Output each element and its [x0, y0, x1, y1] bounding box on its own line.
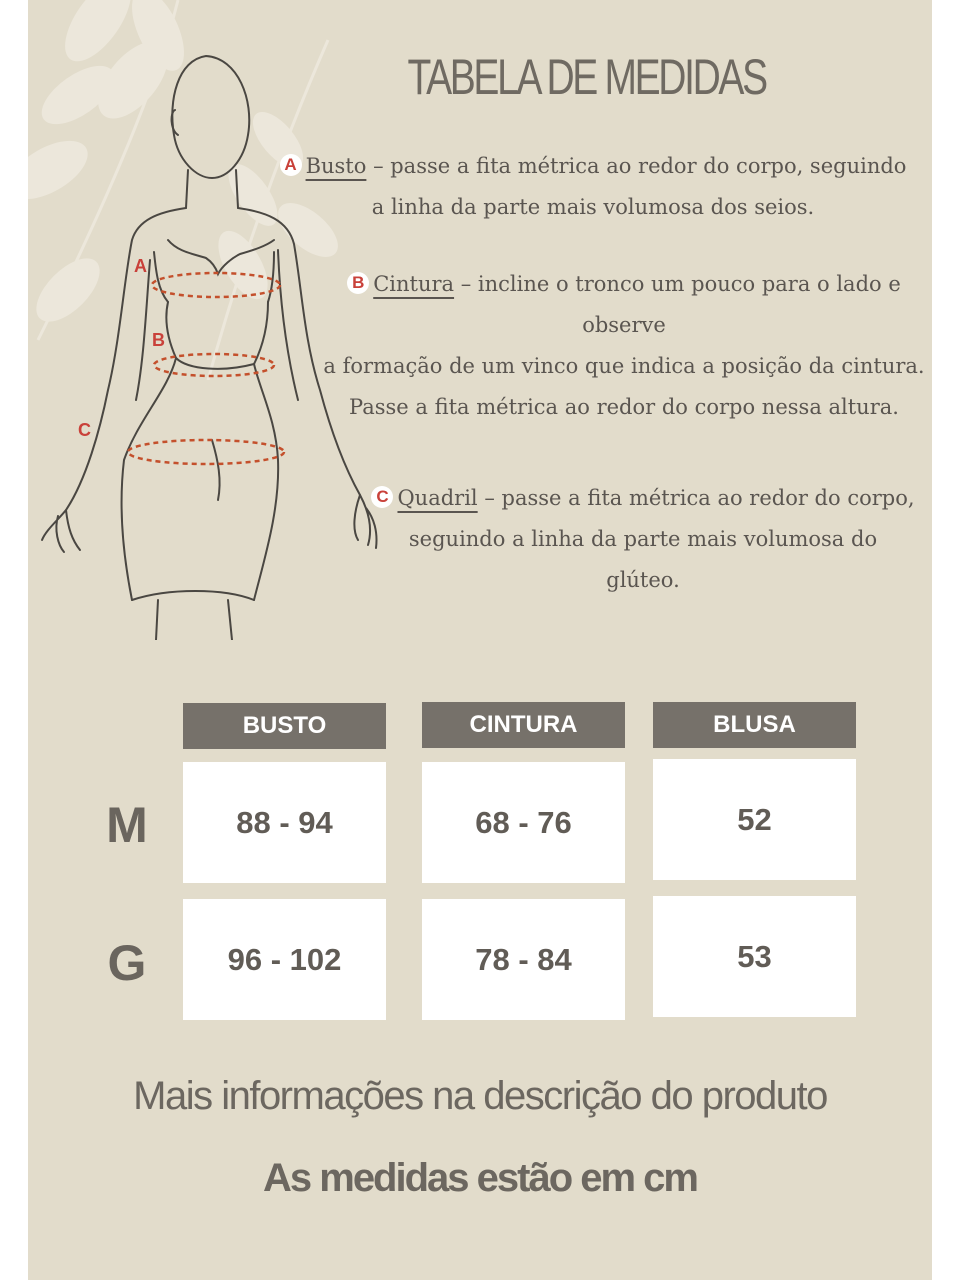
busto-term: Busto [305, 154, 367, 178]
cintura-line-2: observe [582, 313, 666, 337]
cell-m-blusa: 52 [653, 759, 856, 880]
cell-g-cintura: 78 - 84 [422, 899, 625, 1020]
busto-line-2: a linha da parte mais volumosa dos seios. [371, 195, 815, 219]
footer-units: As medidas estão em cm [263, 1156, 697, 1200]
figure-marker-a: A [134, 256, 147, 276]
cell-m-busto: 88 - 94 [183, 762, 386, 883]
cell-m-cintura: 68 - 76 [422, 762, 625, 883]
figure-marker-c: C [78, 420, 91, 440]
quadril-line-1: – passe a fita métrica ao redor do corpo, [477, 486, 915, 510]
header-blusa: BLUSA [653, 702, 856, 748]
header-busto: BUSTO [183, 703, 386, 749]
cell-g-blusa: 53 [653, 896, 856, 1017]
marker-badge-a: A [280, 154, 302, 176]
cintura-line-4: Passe a fita métrica ao redor do corpo nessa altura. [349, 395, 899, 419]
size-chart-page [28, 0, 932, 1280]
page-title: TABELA DE MEDIDAS [407, 49, 766, 105]
marker-badge-c: C [371, 486, 393, 508]
quadril-term: Quadril [397, 486, 478, 510]
figure-marker-b: B [152, 330, 165, 350]
marker-badge-b: B [347, 272, 369, 294]
footer-info: Mais informações na descrição do produto [133, 1074, 827, 1118]
instruction-busto [278, 146, 908, 228]
size-label-m: M [106, 797, 148, 853]
cintura-line-1: – incline o tronco um pouco para o lado e [454, 272, 901, 296]
instruction-cintura [320, 264, 928, 428]
busto-line-1: – passe a fita métrica ao redor do corpo, seguindo [366, 154, 907, 178]
cintura-term: Cintura [373, 272, 455, 296]
cintura-line-3: a formação de um vinco que indica a posição da cintura. [323, 354, 925, 378]
header-cintura: CINTURA [422, 702, 625, 748]
quadril-line-2: seguindo a linha da parte mais volumosa do [408, 527, 878, 551]
quadril-line-3: glúteo. [606, 568, 680, 592]
cell-g-busto: 96 - 102 [183, 899, 386, 1020]
instruction-quadril [358, 478, 928, 601]
size-label-g: G [107, 935, 147, 991]
